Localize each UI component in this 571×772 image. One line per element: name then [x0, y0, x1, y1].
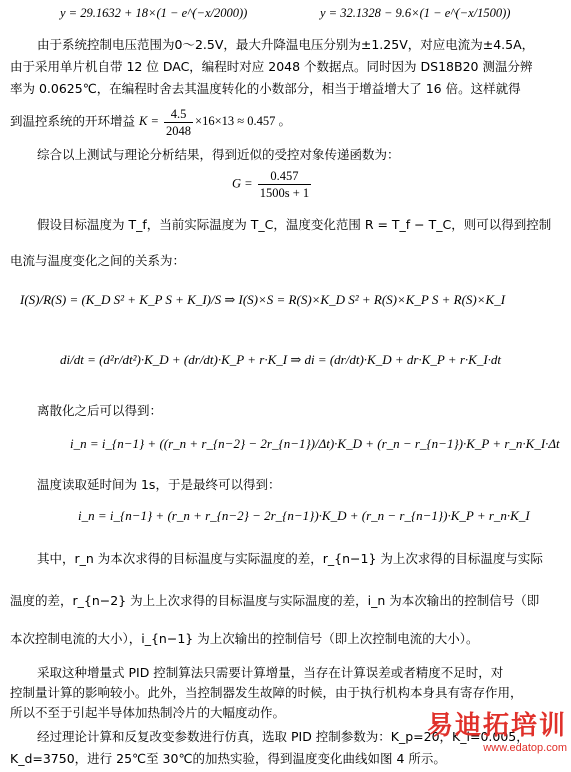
equation-fit-cooling: y = 32.1328 − 9.6×(1 − e^(−x/1500)) [320, 6, 511, 20]
text-line: 率为 0.0625℃，在编程时舍去其温度转化的小数部分，相当于增益增大了 16 倍。这样就得 [10, 81, 521, 96]
open-loop-gain-line: 到温控系统的开环增益 K = $\frac{4.5}{2048}$ ×16×13 ≈ 0.457 。 [10, 107, 291, 138]
transfer-function: G = $\frac{0.457}{1500s + 1}$ [232, 169, 310, 200]
text-line: 温度的差，r_{n−2} 为上上次求得的目标温度与实际温度的差，i_n 为本次输出的控制信号（即 [10, 593, 540, 608]
watermark-logo [427, 705, 567, 754]
equation-relation: I(S)/R(S) = (K_D S² + K_P S + K_I)/S ⇒ I(S)×S = R(S)×K_D S² + R(S)×K_P S + R(S)×K_I [20, 292, 506, 307]
equation-differential: di/dt = (d²r/dt²)·K_D + (dr/dt)·K_P + r·K_I ⇒ di = (dr/dt)·K_D + dr·K_P + r·K_I·dt [60, 352, 502, 367]
text-line: 控制量计算的影响较小。此外，当控制器发生故障的时候，由于执行机构本身具有寄存作用， [10, 685, 523, 700]
text-line: K_d=3750，进行 25℃至 30℃的加热实验，得到温度变化曲线如图 4 所示。 [10, 751, 446, 766]
text-line: 电流与温度变化之间的关系为： [10, 253, 186, 268]
text-line: 所以不至于引起半导体加热制冷片的大幅度动作。 [10, 705, 286, 720]
watermark-url: www.edatop.com [483, 742, 567, 754]
text-line: 采取这种增量式 PID 控制算法只需要计算增量，当存在计算误差或者精度不足时，对 [37, 665, 504, 680]
text-line: 经过理论计算和反复改变参数进行仿真，选取 PID 控制参数为：K_p=20，K_i=0.005， [37, 729, 529, 744]
text-line: 本次控制电流的大小），i_{n−1} 为上次输出的控制信号（即上次控制电流的大小）。 [10, 631, 479, 646]
text-line: 由于采用单片机自带 12 位 DAC，编程时对应 2048 个数据点。同时因为 DS18B20 测温分辨 [10, 59, 533, 74]
equation-final: i_n = i_{n−1} + (r_n + r_{n−2} − 2r_{n−1})·K_D + (r_n − r_{n−1})·K_P + r_n·K_I [78, 508, 530, 523]
text-line: 假设目标温度为 T_f，当前实际温度为 T_C，温度变化范围 R = T_f − T_C，则可以得到控制 [37, 217, 552, 232]
text-line: 温度读取延时间为 1s，于是最终可以得到： [37, 477, 281, 492]
equation-discrete: i_n = i_{n−1} + ((r_n + r_{n−2} − 2r_{n−1})/Δt)·K_D + (r_n − r_{n−1})·K_P + r_n·K_I·Δt [70, 436, 560, 451]
text-line: 其中，r_n 为本次求得的目标温度与实际温度的差，r_{n−1} 为上次求得的目标温度与实际 [37, 551, 543, 566]
text-line: 由于系统控制电压范围为0～2.5V，最大升降温电压分别为±1.25V，对应电流为±4.5A， [37, 37, 535, 52]
watermark-text: 易迪拓培训 [426, 711, 567, 741]
text-line: 离散化之后可以得到： [37, 403, 163, 418]
text-line: 综合以上测试与理论分析结果，得到近似的受控对象传递函数为： [37, 147, 400, 162]
equation-fit-heating: y = 29.1632 + 18×(1 − e^(−x/2000)) [60, 6, 248, 20]
